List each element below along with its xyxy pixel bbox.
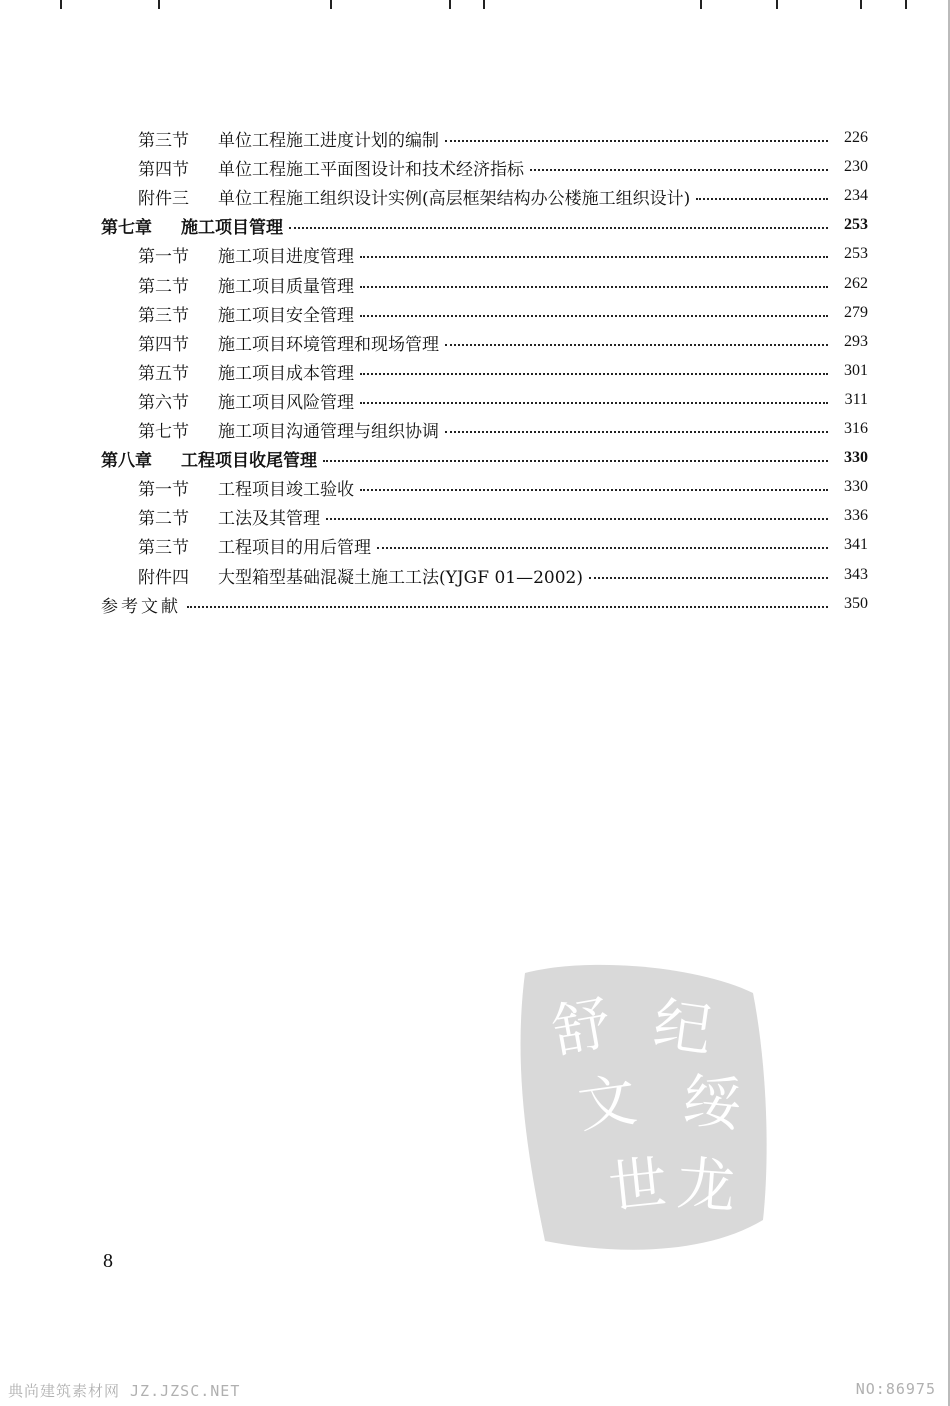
toc-page-number: 316: [844, 420, 868, 437]
page-number: 8: [103, 1250, 113, 1272]
toc-entry-title: 施工项目风险管理: [218, 392, 354, 413]
toc-entry-row: [138, 562, 868, 588]
seal-glyph: 文: [573, 1065, 641, 1141]
toc-entry-row: [138, 416, 868, 442]
toc-entry-number: 第四节: [138, 159, 189, 180]
toc-dot-leader: [326, 518, 828, 520]
toc-dot-leader: [445, 431, 828, 433]
toc-page-number: 301: [844, 362, 868, 379]
footer-watermark-left: 典尚建筑素材网 JZ.JZSC.NET: [8, 1382, 241, 1400]
toc-entry-row: [138, 503, 868, 529]
toc-page-number: 330: [844, 478, 868, 495]
footer-watermark-right: NO:86975: [855, 1380, 936, 1398]
toc-entry-number: 第三节: [138, 130, 189, 151]
toc-dot-leader: [360, 315, 828, 317]
toc-page-number: 341: [844, 536, 868, 553]
toc-entry-row: [138, 358, 868, 384]
toc-page-number: 226: [844, 129, 868, 146]
toc-dot-leader: [289, 227, 828, 229]
toc-entry-number: 第七节: [138, 421, 189, 442]
toc-dot-leader: [445, 344, 828, 346]
toc-entry-row: [138, 271, 868, 297]
toc-page-number: 279: [844, 304, 868, 321]
toc-entry-number: 第二节: [138, 508, 189, 529]
toc-chapter-row: [101, 212, 868, 238]
toc-page-number: 253: [844, 245, 868, 262]
toc-entry-title: 施工项目环境管理和现场管理: [218, 334, 439, 355]
toc-dot-leader: [323, 460, 828, 462]
toc-entry-title: 施工项目安全管理: [218, 305, 354, 326]
toc-entry-row: [138, 300, 868, 326]
toc-entry-row: [138, 532, 868, 558]
toc-entry-row: [138, 241, 868, 267]
toc-entry-number: 附件三: [138, 188, 189, 209]
scan-edge-marks: [0, 0, 950, 10]
seal-stamp: [505, 955, 775, 1265]
toc-entry-number: 第一节: [138, 246, 189, 267]
toc-entry-row: [101, 591, 868, 617]
toc-dot-leader: [360, 286, 828, 288]
toc-entry-number: 第三节: [138, 537, 189, 558]
toc-entry-title: 参考文献: [101, 596, 181, 617]
toc-dot-leader: [360, 489, 828, 491]
toc-entry-row: [138, 154, 868, 180]
toc-entry-number: 第五节: [138, 363, 189, 384]
toc-dot-leader: [187, 606, 828, 608]
toc-page-number: 350: [844, 595, 868, 612]
toc-page-number: 336: [844, 507, 868, 524]
toc-entry-number: 第四节: [138, 334, 189, 355]
toc-page-number: 253: [844, 216, 868, 233]
toc-page-number: 311: [844, 391, 868, 408]
seal-glyph: 舒: [547, 988, 616, 1066]
toc-entry-number: 附件四: [138, 567, 189, 588]
seal-glyph: 龙: [675, 1149, 738, 1221]
toc-entry-row: [138, 125, 868, 151]
toc-entry-row: [138, 183, 868, 209]
seal-glyph: 世: [605, 1148, 671, 1222]
toc-entry-number: 第六节: [138, 392, 189, 413]
seal-glyph: 绥: [679, 1066, 745, 1140]
toc-dot-leader: [377, 547, 828, 549]
toc-entry-title: 单位工程施工组织设计实例(高层框架结构办公楼施工组织设计): [218, 188, 691, 209]
toc-entry-number: 第一节: [138, 479, 189, 500]
toc-entry-number: 第三节: [138, 305, 189, 326]
toc-entry-title: 工程项目的用后管理: [218, 537, 371, 558]
toc-entry-title: 单位工程施工进度计划的编制: [218, 130, 439, 151]
seal-glyph: 纪: [649, 989, 717, 1065]
toc-dot-leader: [360, 256, 828, 258]
toc-dot-leader: [530, 169, 828, 171]
toc-dot-leader: [360, 373, 828, 375]
toc-dot-leader: [360, 402, 828, 404]
toc-entry-title: 施工项目质量管理: [218, 276, 354, 297]
toc-entry-number: 第七章: [101, 217, 152, 238]
toc-entry-title: 工法及其管理: [218, 508, 320, 529]
toc-page-number: 234: [844, 187, 868, 204]
toc-entry-title: 施工项目进度管理: [218, 246, 354, 267]
toc-entry-number: 第二节: [138, 276, 189, 297]
toc-entry-title: 施工项目沟通管理与组织协调: [218, 421, 439, 442]
toc-page-number: 262: [844, 275, 868, 292]
toc-entry-title: 大型箱型基础混凝土施工工法(YJGF 01—2002): [218, 567, 583, 588]
toc-dot-leader: [696, 198, 828, 200]
toc-entry-title: 工程项目竣工验收: [218, 479, 354, 500]
toc-page-number: 330: [844, 449, 868, 466]
toc-chapter-row: [101, 445, 868, 471]
toc-page-number: 230: [844, 158, 868, 175]
toc-entry-title: 施工项目成本管理: [218, 363, 354, 384]
toc-page-number: 293: [844, 333, 868, 350]
toc-dot-leader: [589, 577, 828, 579]
toc-entry-title: 工程项目收尾管理: [181, 450, 317, 471]
toc-entry-title: 施工项目管理: [181, 217, 283, 238]
toc-entry-row: [138, 329, 868, 355]
toc-entry-row: [138, 387, 868, 413]
toc-page-number: 343: [844, 566, 868, 583]
toc-entry-title: 单位工程施工平面图设计和技术经济指标: [218, 159, 524, 180]
toc-entry-row: [138, 474, 868, 500]
toc-dot-leader: [445, 140, 828, 142]
toc-entry-number: 第八章: [101, 450, 152, 471]
